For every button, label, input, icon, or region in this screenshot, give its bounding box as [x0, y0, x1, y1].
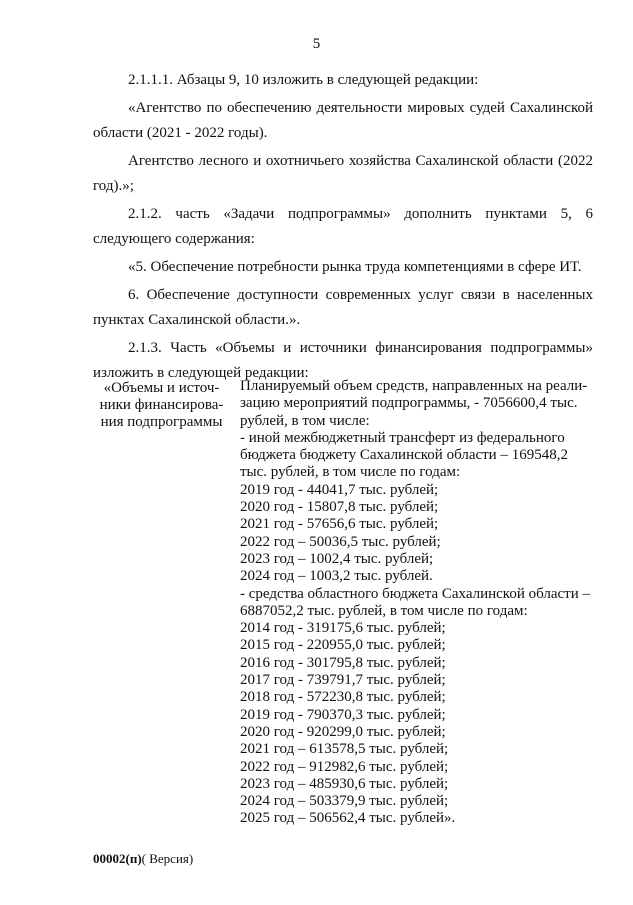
content-line: 2020 год - 920299,0 тыс. рублей;: [240, 723, 446, 740]
content-line: бюджета бюджету Сахалинской области – 169548,2: [240, 447, 568, 464]
content-line: 2025 год – 506562,4 тыс. рублей».: [240, 810, 456, 827]
content-line: 2023 год – 1002,4 тыс. рублей;: [240, 550, 434, 567]
paragraph-item-5: «5. Обеспечение потребности рынка труда компетенциями в сфере ИТ.: [128, 259, 582, 275]
content-line: рублей, в том числе:: [240, 412, 370, 429]
content-line: 2019 год - 44041,7 тыс. рублей;: [240, 481, 439, 498]
document-version: ( Версия): [141, 851, 194, 866]
label-line: «Объемы и источ-: [103, 380, 220, 396]
content-line: 2024 год – 503379,9 тыс. рублей;: [240, 793, 449, 810]
content-line: 2016 год - 301795,8 тыс. рублей;: [240, 654, 446, 671]
document-code: 00002(п): [93, 851, 142, 866]
financing-table-content: [240, 378, 593, 828]
paragraph-item-6: 6. Обеспечение доступности современных услуг связи в населенных пунктах Сахалинской области.».: [93, 287, 593, 328]
content-line: 2022 год – 912982,6 тыс. рублей;: [240, 758, 449, 775]
content-line: 2017 год - 739791,7 тыс. рублей;: [240, 672, 446, 689]
label-line: ния подпрограммы: [100, 414, 223, 430]
paragraph-2-1-1-1: 2.1.1.1. Абзацы 9, 10 изложить в следующей редакции:: [128, 72, 479, 88]
content-line: 2019 год - 790370,3 тыс. рублей;: [240, 706, 446, 723]
content-line: - средства областного бюджета Сахалинской области –: [240, 585, 590, 602]
document-body: [93, 68, 593, 386]
content-line: тыс. рублей, в том числе по годам:: [240, 464, 461, 481]
content-line: Планируемый объем средств, направленных на реали-: [240, 378, 588, 394]
paragraph-agency-judges: «Агентство по обеспечению деятельности мировых судей Сахалинской области (2021 - 2022 годы).: [93, 100, 593, 141]
financing-table-label: [93, 378, 230, 828]
content-line: 2018 год - 572230,8 тыс. рублей;: [240, 689, 446, 706]
content-line: 6887052,2 тыс. рублей, в том числе по годам:: [240, 602, 528, 619]
content-line: 2024 год – 1003,2 тыс. рублей.: [240, 568, 433, 585]
paragraph-2-1-2: 2.1.2. часть «Задачи подпрограммы» дополнить пунктами 5, 6 следующего содержания:: [93, 206, 593, 247]
document-footer: [93, 851, 193, 867]
financing-table: [93, 378, 593, 828]
content-line: 2023 год – 485930,6 тыс. рублей;: [240, 775, 449, 792]
content-line: - иной межбюджетный трансферт из федерального: [240, 429, 565, 446]
page-number: 5: [312, 36, 321, 52]
content-line: 2014 год - 319175,6 тыс. рублей;: [240, 620, 446, 637]
label-line: ники финансирова-: [99, 397, 224, 413]
content-line: 2015 год - 220955,0 тыс. рублей;: [240, 637, 446, 654]
content-line: 2020 год - 15807,8 тыс. рублей;: [240, 499, 439, 516]
paragraph-agency-forest: Агентство лесного и охотничьего хозяйства Сахалинской области (2022 год).»;: [93, 153, 593, 194]
content-line: 2021 год – 613578,5 тыс. рублей;: [240, 741, 449, 758]
paragraph-2-1-3: 2.1.3. Часть «Объемы и источники финансирования подпрограммы» изложить в следующей редакции:: [93, 340, 593, 381]
content-line: 2021 год - 57656,6 тыс. рублей;: [240, 516, 439, 533]
content-line: зацию мероприятий подпрограммы, - 7056600,4 тыс.: [240, 395, 578, 412]
content-line: 2022 год – 50036,5 тыс. рублей;: [240, 533, 441, 550]
